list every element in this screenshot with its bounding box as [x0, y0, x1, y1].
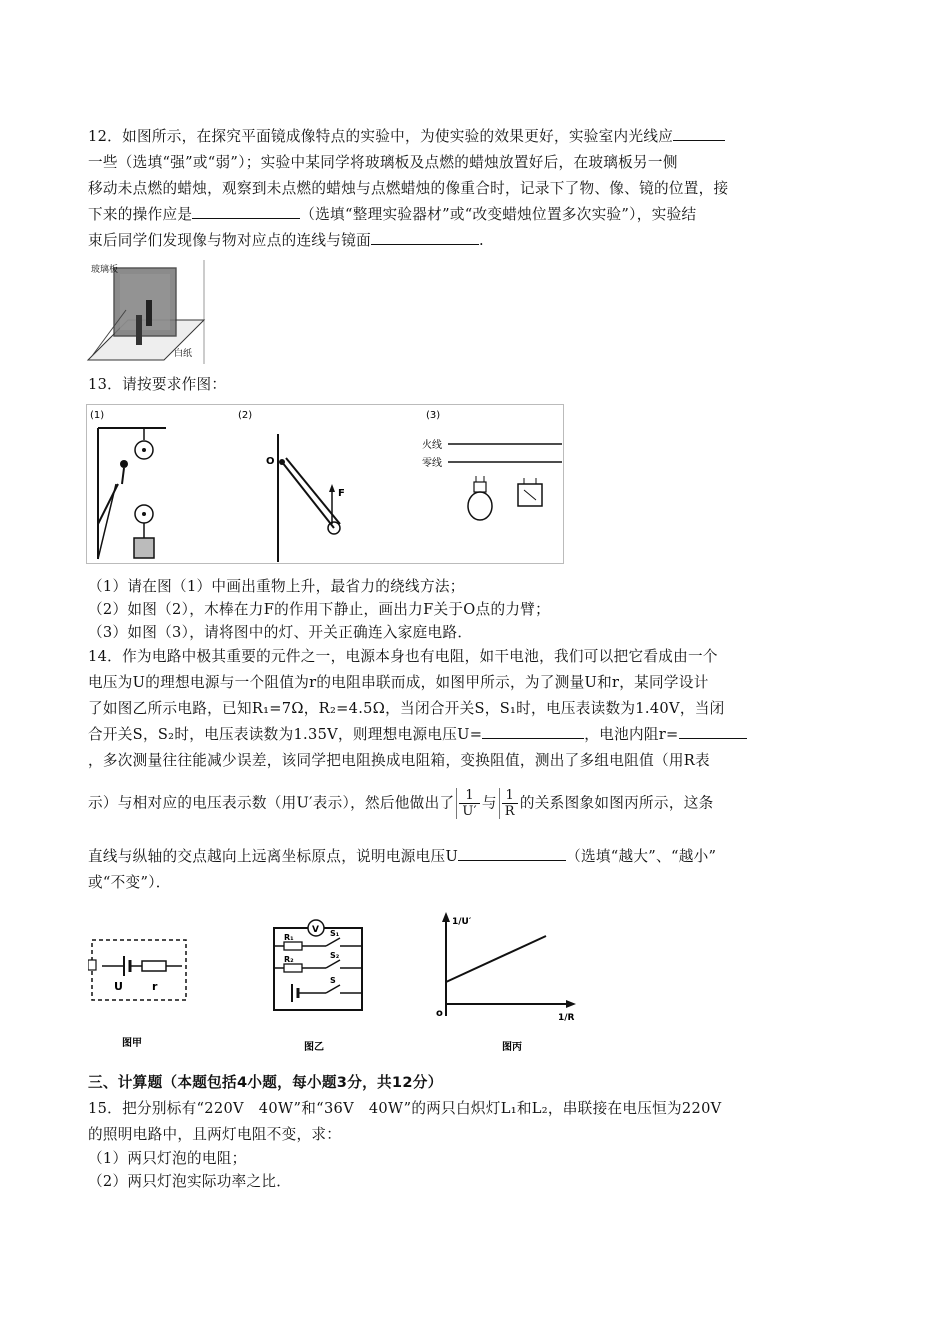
q12-line-3: 移动未点燃的蜡烛，观察到未点燃的蜡烛与点燃蜡烛的像重合时，记录下了物、像、镜的位置，接 — [88, 180, 729, 197]
force-label: F — [338, 488, 345, 499]
heavy-weight — [134, 538, 154, 558]
label-paper: 白纸 — [174, 349, 193, 359]
neutral-wire-label: 零线 — [422, 458, 442, 469]
figB-label-S2: S₂ — [330, 951, 340, 960]
fig2-label: (2) — [238, 410, 253, 421]
q12-line-2: 一些（选填“强”或“弱”）；实验中某同学将玻璃板及点燃的蜡烛放置好后，在玻璃板另一侧 — [88, 154, 678, 171]
q14-line-4: 合开关S，S₂时，电压表读数为1.35V，则理想电源电压U= ，电池内阻r= — [88, 724, 747, 746]
figure-bing-graph — [428, 908, 578, 1058]
figA-label-r: r — [152, 980, 158, 993]
figB-label-S1: S₁ — [330, 929, 340, 938]
q13-sub-1: （1）请在图（1）中画出重物上升，最省力的绕线方法； — [88, 578, 465, 595]
figA-caption: 图甲 — [122, 1038, 142, 1049]
candle-image — [136, 315, 142, 345]
q14-blank-trend[interactable] — [458, 846, 566, 861]
figC-caption: 图丙 — [502, 1042, 522, 1053]
fraction-1-over-r: $\frac{1}{R}$ — [499, 788, 518, 819]
q12-line-5: 束后同学们发现像与物对应点的连线与镜面 . — [88, 232, 484, 249]
graph-line — [446, 936, 546, 982]
q15-line-2: 的照明电路中，且两灯电阻不变，求： — [88, 1126, 342, 1143]
q14-line-8: 或“不变”）． — [88, 874, 171, 891]
candle-real — [146, 300, 152, 326]
q14-blank-resistance[interactable] — [679, 724, 747, 739]
q12-blank-2[interactable] — [192, 204, 300, 219]
lamp-icon — [468, 492, 492, 520]
figure-jia-battery-model — [88, 934, 198, 1050]
figC-axis-y: 1/U′ — [452, 917, 472, 927]
q12-line-1: 12．如图所示，在探究平面镜成像特点的实验中，为使实验的效果更好，实验室内光线应 — [88, 126, 725, 148]
q14-line-7: 直线与纵轴的交点越向上远离坐标原点，说明电源电压U （选填“越大”、“越小” — [88, 848, 717, 865]
figC-axis-x: 1/R — [558, 1013, 575, 1023]
lever-diagram — [266, 434, 345, 562]
figB-label-V: V — [312, 925, 319, 935]
q12-line-4: 下来的操作应是 （选填“整理实验器材”或“改变蜡烛位置多次实验”），实验结 — [88, 206, 697, 223]
q14-line-2: 电压为U的理想电源与一个阻值为r的电阻串联而成，如图甲所示，为了测量U和r，某同学设计 — [88, 674, 709, 691]
q13-sub-3: （3）如图（3），请将图中的灯、开关正确连入家庭电路． — [88, 624, 473, 641]
figure-yi-test-circuit — [270, 916, 370, 1056]
figB-label-S: S — [330, 976, 336, 985]
q14-line-5: ，多次测量往往能减少误差，该同学把电阻换成电阻箱，变换阻值，测出了多组电阻值（用R表 — [88, 752, 710, 769]
figA-label-U: U — [114, 980, 123, 993]
q15-sub-2: （2）两只灯泡实际功率之比． — [88, 1173, 292, 1190]
q12-blank-1[interactable] — [673, 126, 725, 141]
figB-label-R1: R₁ — [284, 933, 294, 942]
fraction-1-over-u: $\frac{1}{U'}$ — [456, 788, 480, 819]
figB-label-R2: R₂ — [284, 955, 294, 964]
q13-sub-2: （2）如图（2），木棒在力F的作用下静止，画出力F关于O点的力臂； — [88, 601, 551, 618]
section-3-heading: 三、计算题（本题包括4小题，每小题3分，共12分） — [88, 1074, 443, 1091]
label-glass: 玻璃板 — [91, 265, 119, 275]
figB-caption: 图乙 — [304, 1042, 324, 1053]
fig1-label: (1) — [90, 410, 105, 421]
q14-line-3: 了如图乙所示电路，已知R₁=7Ω，R₂=4.5Ω，当闭合开关S，S₁时，电压表读数为1.40V，当闭 — [88, 700, 725, 717]
figC-origin: o — [436, 1008, 443, 1019]
live-wire-label: 火线 — [422, 440, 442, 451]
q15-line-1: 15．把分别标有“220V 40W”和“36V 40W”的两只白炽灯L₁和L₂，串联接在电压恒为220V — [88, 1100, 722, 1117]
q13-title: 13．请按要求作图： — [88, 376, 227, 393]
pivot-label: O — [266, 456, 275, 467]
pulley-system — [98, 428, 166, 559]
fig3-label: (3) — [426, 410, 441, 421]
q15-sub-1: （1）两只灯泡的电阻； — [88, 1150, 247, 1167]
q14-line-6: 示）与相对应的电压表示数（用U′表示），然后他做出了 $\frac{1}{U'}$ 与 $\frac{1}{R}$ 的关系图象如图丙所示，这条 — [88, 788, 714, 819]
q12-blank-3[interactable] — [371, 230, 479, 245]
mirror-experiment-figure — [86, 260, 206, 364]
q13-figures — [86, 404, 564, 564]
q14-blank-voltage[interactable] — [482, 724, 584, 739]
household-circuit — [422, 438, 562, 520]
q14-line-1: 14．作为电路中极其重要的元件之一，电源本身也有电阻，如干电池，我们可以把它看成由一个 — [88, 648, 718, 665]
